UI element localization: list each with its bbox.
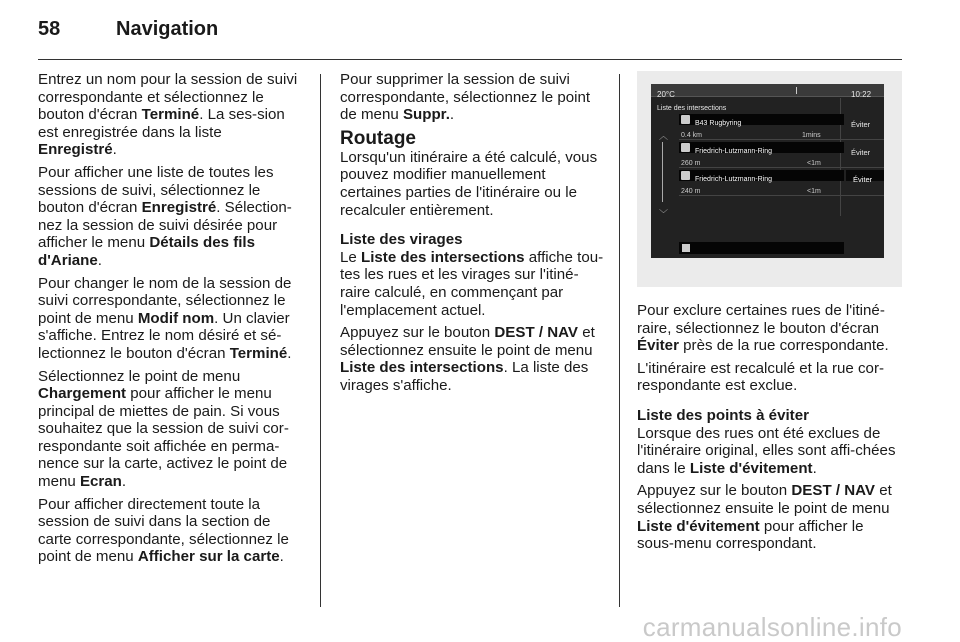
section-heading: Routage (340, 127, 416, 149)
header-divider (38, 59, 902, 60)
status-bar (651, 84, 884, 97)
paragraph: L'itinéraire est recalculé et la rue cor-respondante est exclue. (637, 359, 885, 395)
column-3 (637, 71, 902, 558)
column-divider (320, 74, 321, 607)
info-icon (796, 87, 801, 94)
list-item[interactable]: Friedrich-Lutzmann-Ring (679, 142, 844, 153)
paragraph: Pour afficher directement toute la session de suivi dans la section de carte correspondante, sélectionnez le point de menu Afficher sur la carte. (38, 495, 289, 566)
paragraph: Sélectionnez le point de menu Chargement pour afficher le menu principal de miettes de pain. Si vous souhaitez que la session de suivi cor-respondante soit affichée en perma-nence sur la carte, activez le point de menu Ecran. (38, 367, 289, 491)
turn-icon (681, 143, 690, 152)
destination-bar[interactable] (679, 242, 844, 254)
column-divider (619, 74, 620, 607)
divider (679, 139, 884, 140)
distance: 0.4 km (681, 132, 703, 139)
paragraph: Entrez un nom pour la session de suivi correspondante et sélectionnez le bouton d'écran Terminé. La ses-sion est enregistrée dans la liste Enregistré. (38, 71, 298, 159)
duration: <1m (807, 160, 821, 167)
divider (679, 167, 884, 168)
column-2 (340, 71, 604, 400)
distance: 260 m (681, 160, 701, 167)
list-item[interactable]: B43 Rugbyring (679, 114, 844, 125)
temperature: 20°C (657, 90, 675, 99)
list-title: Liste des intersections (657, 105, 727, 112)
watermark: carmanualsonline.info (642, 612, 902, 642)
screenshot-figure (637, 71, 902, 287)
subheading: Liste des points à éviter (637, 406, 809, 424)
clock: 10:22 (851, 90, 872, 99)
destination-icon (682, 244, 690, 252)
duration: 1mins (802, 132, 821, 139)
duration: <1m (807, 188, 821, 195)
paragraph: Lorsqu'un itinéraire a été calculé, vous pouvez modifier manuellement certaines parties de l'itinéraire ou le recalculer entièrement. (340, 148, 598, 219)
paragraph: Pour supprimer la session de suivi correspondante, sélectionnez le point de menu Suppr.. (340, 71, 591, 124)
turn-icon (681, 171, 690, 180)
page-number: 58 (38, 18, 61, 40)
subheading: Liste des virages (340, 231, 463, 249)
avoid-button[interactable]: Éviter (851, 120, 871, 129)
page-header (38, 18, 902, 48)
avoid-button[interactable]: Éviter (851, 148, 871, 157)
list-item[interactable]: Friedrich-Lutzmann-Ring (679, 170, 844, 181)
scroll-down-icon[interactable]: ﹀ (659, 209, 669, 219)
paragraph: Appuyez sur le bouton DEST / NAV et sélectionnez ensuite le point de menu Liste des intersections. La liste des virages s'affiche. (340, 324, 595, 394)
divider (679, 195, 884, 196)
paragraph: Appuyez sur le bouton DEST / NAV et sélectionnez ensuite le point de menu Liste d'évitement pour afficher le sous-menu correspondant. (637, 482, 892, 553)
column-1 (38, 71, 302, 571)
infotainment-screen (651, 84, 884, 258)
scroll-up-icon[interactable]: ︿ (659, 131, 669, 141)
scrollbar[interactable] (662, 142, 663, 202)
turn-icon (681, 115, 690, 124)
paragraph: Pour exclure certaines rues de l'itiné-raire, sélectionnez le bouton d'écran Éviter près de la rue correspondante. (637, 302, 889, 355)
page-title: Navigation (116, 18, 219, 40)
paragraph: Le Liste des intersections affiche tou-tes les rues et les virages sur l'itiné-raire calculé, en commençant par l'emplacement actuel. (340, 248, 604, 319)
paragraph: Pour changer le nom de la session de suivi correspondante, sélectionnez le point de menu Modif nom. Un clavier s'affiche. Entrez le nom désiré et sé-lectionnez le bouton d'écran Terminé. (38, 274, 292, 362)
distance: 240 m (681, 188, 701, 195)
avoid-button-selected[interactable]: Éviter (846, 170, 884, 181)
paragraph: Pour afficher une liste de toutes les sessions de suivi, sélectionnez le bouton d'écran Enregistré. Sélection-nez la session de suivi désirée pour afficher le menu Détails des fils d'Ariane. (38, 163, 292, 269)
paragraph: Lorsque des rues ont été exclues de l'itinéraire original, elles sont affi-chées dans le Liste d'évitement. (637, 424, 896, 477)
